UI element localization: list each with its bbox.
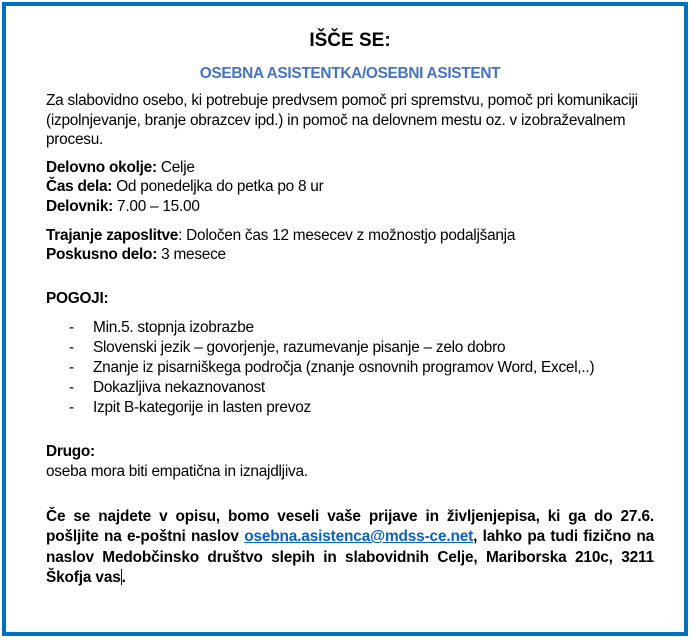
list-item — [46, 318, 654, 338]
fact-value: 7.00 – 15.00 — [113, 197, 200, 215]
fact-work-hours — [46, 197, 654, 217]
fact-work-location — [46, 158, 654, 178]
email-link[interactable]: osebna.asistenca@mdss-ce.net — [244, 528, 474, 546]
intro-paragraph: Za slabovidno osebo, ki potrebuje predvsem pomoč pri spremstvu, pomoč pri komunikaciji (izpolnjevanje, branje obrazcev ipd.) in pomoč na delovnem mestu oz. v izobraževalnem procesu. — [46, 92, 638, 149]
fact-label: Delovno okolje: — [46, 158, 157, 176]
list-item — [46, 398, 654, 418]
fact-value: : Določen čas 12 mesecev z možnostjo podaljšanja — [178, 226, 516, 244]
list-item — [46, 378, 654, 398]
dash-bullet-icon: - — [69, 339, 74, 357]
conditions-list — [46, 318, 654, 418]
fact-value: Od ponedeljka do petka po 8 ur — [112, 178, 324, 196]
list-item-text: Dokazljiva nekaznovanost — [93, 379, 265, 397]
position-title: OSEBNA ASISTENTKA/OSEBNI ASISTENT — [199, 65, 501, 82]
fact-label: Čas dela: — [46, 178, 113, 196]
dash-bullet-icon: - — [69, 399, 74, 417]
list-item-text: Znanje iz pisarniškega področja (znanje osnovnih programov Word, Excel,..) — [93, 359, 595, 377]
closing-text-end: , lahko pa tudi fizično na naslov Medobčinsko društvo slepih in slabovidnih Celje, Mariborska 210c, 3211 Škofja vas — [46, 528, 654, 587]
list-item-text: Min.5. stopnja izobrazbe — [93, 319, 254, 337]
employment-facts — [46, 226, 654, 265]
list-item — [46, 338, 654, 358]
fact-label: Trajanje zaposlitve — [46, 226, 179, 244]
page-title: IŠČE SE: — [309, 30, 391, 51]
fact-probation — [46, 245, 654, 265]
fact-value: Celje — [156, 158, 195, 176]
document-body — [46, 6, 654, 589]
closing-text-start: Če se najdete v opisu, bomo veseli vaše prijave in življenjepisa, ki ga do 27.6. pošljite na e-poštni naslov — [46, 507, 654, 546]
document-frame — [2, 2, 688, 636]
fact-label: Poskusno delo: — [46, 246, 158, 264]
other-text: oseba mora biti empatična in iznajdljiva. — [46, 462, 308, 480]
dash-bullet-icon: - — [69, 379, 74, 397]
closing-period: . — [121, 569, 126, 587]
dash-bullet-icon: - — [69, 359, 74, 377]
dash-bullet-icon: - — [69, 319, 74, 337]
list-item-text: Izpit B-kategorije in lasten prevoz — [93, 399, 311, 417]
fact-label: Delovnik: — [46, 197, 114, 215]
list-item — [46, 358, 654, 378]
conditions-heading: POGOJI: — [46, 289, 109, 307]
list-item-text: Slovenski jezik – govorjenje, razumevanje pisanje – zelo dobro — [93, 339, 506, 357]
fact-duration — [46, 226, 654, 246]
fact-work-time — [46, 177, 654, 197]
other-heading: Drugo: — [46, 443, 95, 461]
closing-paragraph — [46, 507, 654, 589]
job-facts — [46, 158, 654, 217]
fact-value: 3 mesece — [157, 246, 226, 264]
